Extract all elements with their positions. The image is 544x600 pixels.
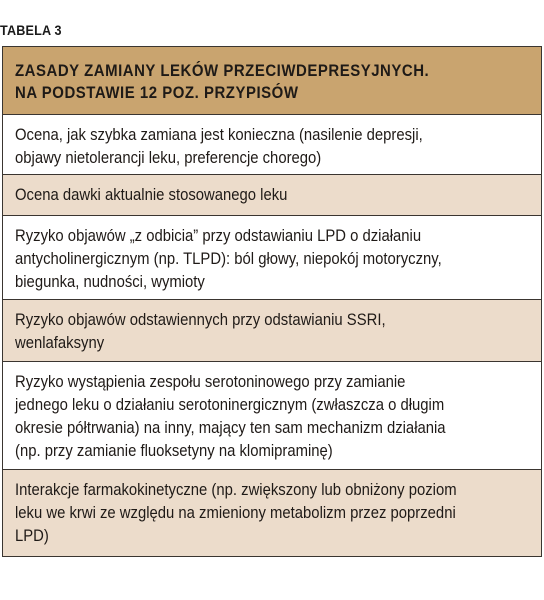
row-4-line-2: wenlafaksyny [15,334,105,352]
table-row-4 [3,300,541,362]
row-1-line-1: Ocena, jak szybka zamiana jest konieczna (nasilenie depresji, [15,126,423,144]
table-label: TABELA 3 [0,22,62,38]
table-row-6 [3,470,541,556]
table-row-2 [3,175,541,216]
row-6-line-3: LPD) [15,527,49,545]
table-header [3,47,541,115]
row-5-line-1: Ryzyko wystąpienia zespołu serotoninowego przy zamianie [15,373,406,391]
row-6-line-2: leku we krwi ze względu na zmieniony metabolizm przez poprzedni [15,504,456,522]
guidelines-table [2,46,542,557]
row-4-line-1: Ryzyko objawów odstawiennych przy odstawianiu SSRI, [15,311,386,329]
row-6-line-1: Interakcje farmakokinetyczne (np. zwiększony lub obniżony poziom [15,481,457,499]
row-5-line-4: (np. przy zamianie fluoksetyny na klomipraminę) [15,442,333,460]
header-line-2: NA PODSTAWIE 12 POZ. PRZYPISÓW [15,83,299,102]
table-row-5 [3,362,541,470]
row-3-line-3: biegunka, nudności, wymioty [15,273,205,291]
row-5-line-2: jednego leku o działaniu serotoninergicznym (zwłaszcza o długim [15,396,445,414]
row-1-line-2: objawy nietolerancji leku, preferencje chorego) [15,149,322,167]
row-5-line-3: okresie półtrwania) na inny, mający ten sam mechanizm działania [15,419,446,437]
row-3-line-2: antycholinergicznym (np. TLPD): ból głowy, niepokój motoryczny, [15,250,442,268]
header-line-1: ZASADY ZAMIANY LEKÓW PRZECIWDEPRESYJNYCH. [15,61,430,80]
table-row-1 [3,115,541,175]
row-2-line-1: Ocena dawki aktualnie stosowanego leku [15,186,288,204]
row-3-line-1: Ryzyko objawów „z odbicia” przy odstawianiu LPD o działaniu [15,227,422,245]
table-row-3 [3,216,541,300]
